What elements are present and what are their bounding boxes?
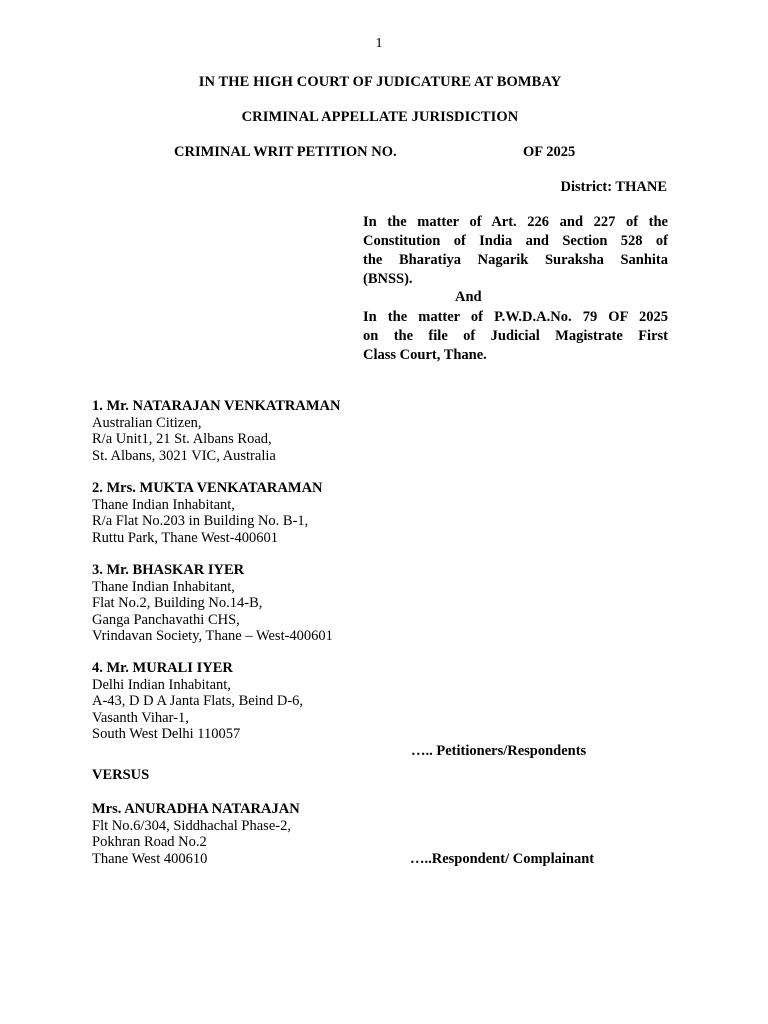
matter-line: In the matter of Art. 226 and 227 of the — [363, 214, 668, 230]
address-line: South West Delhi 110057 — [92, 726, 241, 742]
address-line: Thane Indian Inhabitant, — [92, 578, 235, 595]
petitioner-name: 4. Mr. MURALI IYER — [92, 660, 233, 676]
jurisdiction-heading: CRIMINAL APPELLATE JURISDICTION — [241, 109, 519, 125]
petition-year: OF 2025 — [523, 144, 576, 160]
petitioner-name: 1. Mr. NATARAJAN VENKATRAMAN — [92, 398, 341, 414]
address-line: A-43, D D A Janta Flats, Beind D-6, — [92, 693, 304, 709]
address-line: R/a Flat No.203 in Building No. B-1, — [92, 513, 309, 529]
address-line: Flt No.6/304, Siddhachal Phase-2, — [92, 817, 291, 834]
address-line: St. Albans, 3021 VIC, Australia — [92, 447, 276, 464]
address-line: Australian Citizen, — [92, 414, 202, 431]
matter-line: Constitution of India and Section 528 of — [363, 233, 668, 249]
respondent-name: Mrs. ANURADHA NATARAJAN — [92, 801, 300, 817]
address-line: Ruttu Park, Thane West-400601 — [92, 529, 278, 546]
petitioner-2 — [92, 480, 323, 546]
petitioner-4 — [92, 660, 303, 743]
matter-line: (BNSS). — [363, 271, 413, 287]
court-heading: IN THE HIGH COURT OF JUDICATURE AT BOMBAY — [198, 74, 562, 90]
respondent — [92, 801, 300, 867]
petition-number-label: CRIMINAL WRIT PETITION NO. — [174, 144, 397, 160]
petitioners-role-label: ….. Petitioners/Respondents — [411, 743, 587, 759]
matter-line: on the file of Judicial Magistrate First — [363, 328, 668, 344]
address-line: Delhi Indian Inhabitant, — [92, 676, 231, 693]
address-line: R/a Unit1, 21 St. Albans Road, — [92, 431, 272, 447]
address-line: Vrindavan Society, Thane – West-400601 — [92, 628, 333, 644]
versus-label: VERSUS — [92, 767, 150, 783]
matter-line: In the matter of P.W.D.A.No. 79 OF 2025 — [363, 309, 668, 325]
address-line: Pokhran Road No.2 — [92, 834, 207, 850]
page-number: 1 — [375, 36, 383, 51]
matter-line: Class Court, Thane. — [363, 347, 487, 363]
matter-line: the Bharatiya Nagarik Suraksha Sanhita — [363, 252, 668, 268]
respondent-role-label: …..Respondent/ Complainant — [410, 851, 595, 867]
address-line: Flat No.2, Building No.14-B, — [92, 595, 263, 611]
district-label: District: THANE — [560, 179, 667, 195]
and-connector: And — [455, 289, 482, 305]
matter-article-block — [363, 213, 668, 289]
petitioner-1 — [92, 398, 341, 464]
petitioner-name: 3. Mr. BHASKAR IYER — [92, 562, 245, 578]
matter-pwda-block — [363, 308, 668, 365]
address-line: Vasanth Vihar-1, — [92, 709, 189, 726]
petitioner-name: 2. Mrs. MUKTA VENKATARAMAN — [92, 480, 323, 496]
petitioner-3 — [92, 562, 333, 645]
address-line: Thane West 400610 — [92, 850, 208, 867]
address-line: Thane Indian Inhabitant, — [92, 496, 235, 513]
address-line: Ganga Panchavathi CHS, — [92, 611, 240, 628]
